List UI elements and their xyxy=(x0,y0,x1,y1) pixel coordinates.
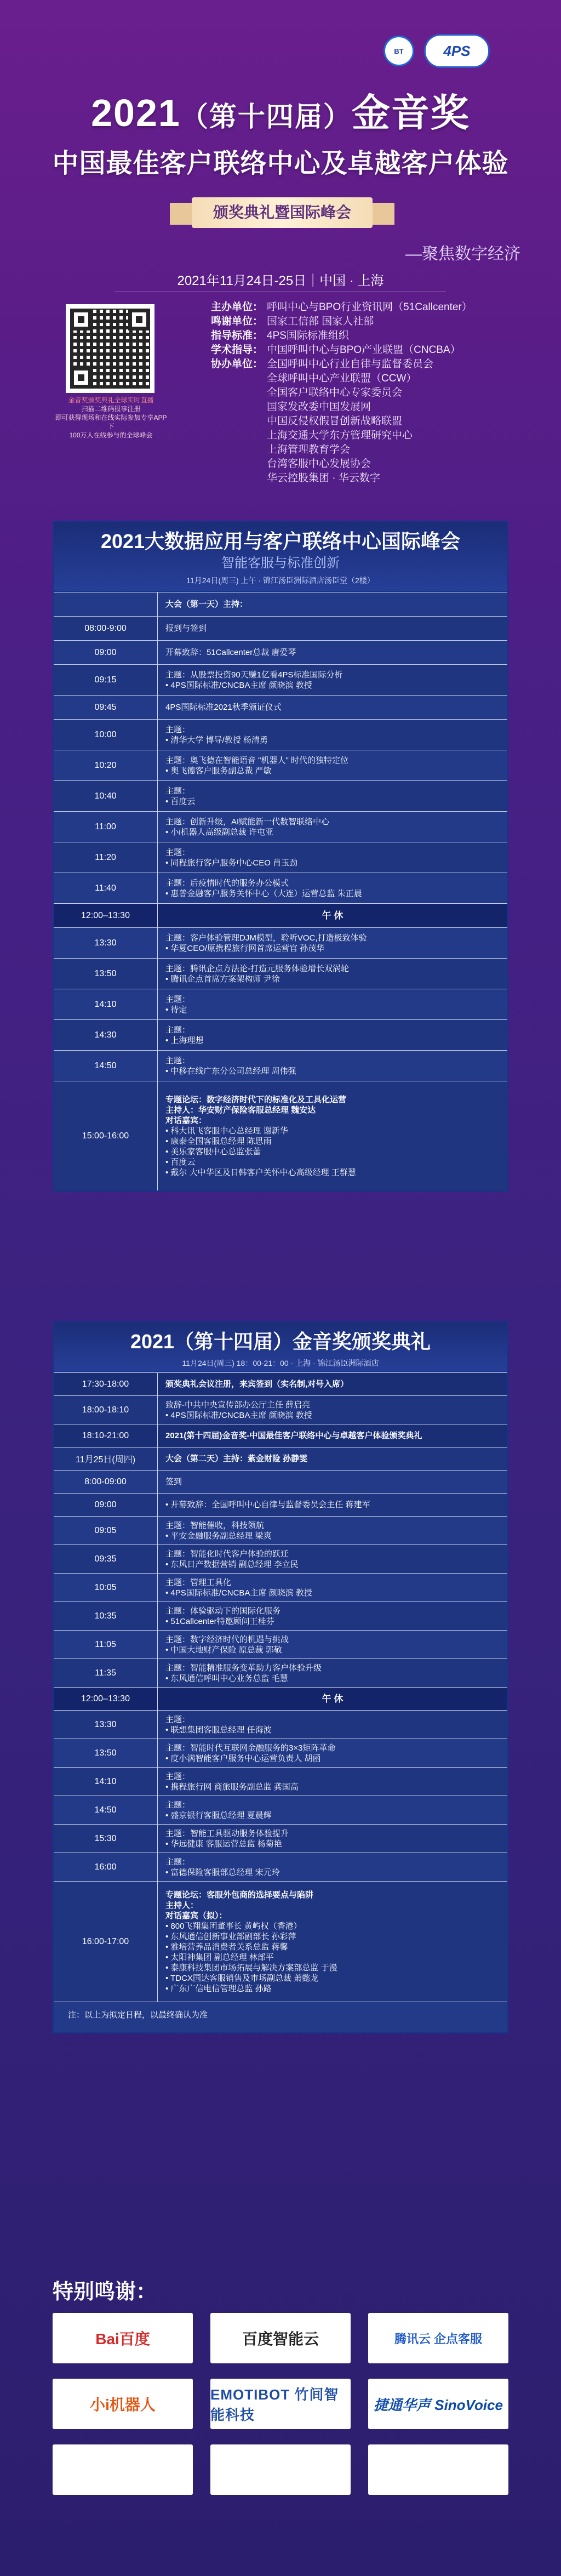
schedule-line: 报到与签到 xyxy=(165,624,207,633)
schedule-row xyxy=(54,780,507,811)
schedule-time: 14:50 xyxy=(54,1051,158,1081)
schedule-time: 17:30-18:00 xyxy=(54,1373,158,1395)
schedule-line: 主题：从股票投资90天赚1亿看4PS标准国际分析 xyxy=(165,670,343,680)
qr-caption: 金音奖颁奖典礼全球实时直播 扫描二维码报事注册 即可获得现场和在线实际参加专享APP下 100万人在线参与的全球峰会 xyxy=(55,396,167,439)
schedule-line: • 平安金融服务副总经理 梁爽 xyxy=(165,1531,272,1541)
schedule-row xyxy=(54,1767,507,1796)
organizer-name: 中国呼叫中心与BPO产业联盟（CNCBA） xyxy=(267,344,461,356)
schedule-content xyxy=(158,641,507,664)
schedule-line: 颁奖典礼会议注册，来宾签到（实名制,对号入席） xyxy=(165,1380,349,1389)
schedule-content xyxy=(158,1882,507,2002)
schedule-line: 主题：智能催收，科技领航 xyxy=(165,1520,265,1530)
schedule-content xyxy=(158,842,507,873)
bt-logo: BT xyxy=(383,37,414,65)
schedule-line: • 康泰全国客服总经理 陈思雨 xyxy=(165,1136,272,1146)
schedule-time: 10:40 xyxy=(54,781,158,811)
schedule-row xyxy=(54,1602,507,1630)
schedule-content xyxy=(158,696,507,719)
schedule-content xyxy=(158,1853,507,1881)
schedule-line: • 美乐家客服中心总监张蕾 xyxy=(165,1147,261,1156)
schedule-content xyxy=(158,1373,507,1395)
schedule-content xyxy=(158,1517,507,1545)
organizer-row xyxy=(211,329,472,343)
forum-header xyxy=(54,522,507,592)
schedule-line: • 百度云 xyxy=(165,1157,196,1167)
schedule-line: 开幕致辞：51Callcenter总裁 唐爱琴 xyxy=(165,648,296,657)
organizer-name: 全国呼叫中心行业自律与监督委员会 xyxy=(267,358,434,370)
schedule-row xyxy=(54,1824,507,1853)
baidu-cloud-logo[interactable]: 百度智能云 xyxy=(210,2313,351,2363)
schedule-time: 15:30 xyxy=(54,1825,158,1853)
schedule-row xyxy=(54,640,507,664)
schedule-line: 主题： xyxy=(165,1800,191,1810)
schedule-time: 15:00-16:00 xyxy=(54,1081,158,1190)
schedule-line: • 4PS国际标准/CNCBA主席 颜晓滨 教授 xyxy=(165,680,312,690)
organizer-name: 华云控股集团 · 华云数字 xyxy=(267,472,380,484)
schedule-line: 大会（第二天）主持：紫金财险 孙静雯 xyxy=(165,1454,308,1463)
schedule-line: • 戴尔 大中华区及日韩客户关怀中心高级经理 王群慧 xyxy=(165,1167,356,1177)
schedule-row xyxy=(54,1710,507,1739)
schedule-line: 主题：体验驱动下的国际化服务 xyxy=(165,1606,281,1616)
schedule-line: • 4PS国际标准/CNCBA主席 颜晓滨 教授 xyxy=(165,1410,312,1420)
schedule-time: 10:35 xyxy=(54,1602,158,1630)
forum-meta: 11月24日(周三) 上午 · 锦江汤臣洲际酒店汤臣堂（2楼） xyxy=(186,576,375,585)
schedule-content xyxy=(158,1739,507,1767)
schedule-content xyxy=(158,1051,507,1081)
schedule-time: 09:05 xyxy=(54,1517,158,1545)
organizer-role: 主办单位： xyxy=(211,301,264,313)
schedule-line: 主题：智能时代互联网金融服务的3×3矩阵革命 xyxy=(165,1743,336,1753)
schedule-content xyxy=(158,665,507,695)
schedule-line: • 中移在线广东分公司总经理 周伟强 xyxy=(165,1066,296,1076)
schedule-line: 主题： xyxy=(165,1857,191,1867)
schedule-time: 09:00 xyxy=(54,641,158,664)
organizer-name: 4PS国际标准组织 xyxy=(267,330,349,341)
organizer-row xyxy=(211,300,472,315)
title-year: 2021 xyxy=(91,92,181,134)
schedule-time: 11:40 xyxy=(54,873,158,903)
lunch-label: 午 休 xyxy=(322,910,344,921)
schedule-time: 12:00–13:30 xyxy=(54,1688,158,1710)
tencent-cloud-logo[interactable]: 腾讯云 企点客服 xyxy=(368,2313,508,2363)
schedule-time: 18:00-18:10 xyxy=(54,1396,158,1424)
lunch-break-row xyxy=(54,903,507,927)
schedule-time: 16:00 xyxy=(54,1853,158,1881)
schedule-row xyxy=(54,1019,507,1050)
organizers-list xyxy=(211,300,472,486)
schedule-time xyxy=(54,592,158,616)
schedule-line: 主题：创新升级，AI赋能新一代数智联络中心 xyxy=(165,817,330,827)
schedule-row xyxy=(54,1050,507,1081)
award-header xyxy=(54,1322,507,1372)
organizer-name: 上海管理教育学会 xyxy=(267,444,351,455)
schedule-line: • 科大讯飞客服中心总经理 谢新华 xyxy=(165,1126,288,1136)
schedule-time: 11:35 xyxy=(54,1659,158,1687)
schedule-content xyxy=(158,1494,507,1516)
schedule-line: • 4PS国际标准/CNCBA主席 颜晓滨 教授 xyxy=(165,1588,312,1598)
schedule-row xyxy=(54,1573,507,1602)
schedule-time: 14:30 xyxy=(54,1020,158,1050)
schedule-time: 13:30 xyxy=(54,1711,158,1739)
schedule-line: • 腾讯企点首席方案架构师 尹徐 xyxy=(165,974,280,984)
forum-title: 2021大数据应用与客户联络中心国际峰会 xyxy=(100,530,461,552)
qr-code[interactable] xyxy=(66,304,154,393)
schedule-line: 4PS国际标准2021秋季颁证仪式 xyxy=(165,703,282,712)
schedule-line: • 中国大地财产保险 原总裁 郭敬 xyxy=(165,1645,282,1655)
sponsor-slot[interactable] xyxy=(210,2444,351,2495)
schedule-time: 11:00 xyxy=(54,812,158,842)
schedule-row xyxy=(54,1424,507,1447)
schedule-line: 主题：管理工具化 xyxy=(165,1577,232,1587)
schedule-content xyxy=(158,1574,507,1602)
schedule-line: 主题： xyxy=(165,1714,191,1724)
schedule-line: • 携程旅行网 商旅服务副总监 龚国高 xyxy=(165,1782,299,1792)
schedule-content xyxy=(158,873,507,903)
schedule-line: • 雅培营养品消费者关系总监 蒋馨 xyxy=(165,1942,288,1952)
schedule-row xyxy=(54,1853,507,1881)
schedule-content xyxy=(158,1796,507,1824)
schedule-line: 专题论坛：客服外包商的选择要点与陷阱 xyxy=(165,1890,314,1900)
schedule-time: 09:00 xyxy=(54,1494,158,1516)
title-award: 金音奖 xyxy=(351,92,470,134)
forum-schedule xyxy=(54,592,507,1190)
schedule-line: 主持人： xyxy=(165,1900,199,1910)
organizer-name: 国家发改委中国发展网 xyxy=(267,401,371,413)
organizer-name: 呼叫中心与BPO行业资讯网（51Callcenter） xyxy=(267,301,472,313)
schedule-row xyxy=(54,811,507,842)
schedule-time: 13:50 xyxy=(54,959,158,989)
schedule-row xyxy=(54,616,507,640)
schedule-time: 8:00-09:00 xyxy=(54,1471,158,1493)
schedule-row xyxy=(54,842,507,873)
title-line2: 中国最佳客户联络中心及卓越客户体验 xyxy=(52,149,509,178)
schedule-line: 主题：智能化时代客户体验的跃迁 xyxy=(165,1549,289,1559)
schedule-line: • 百度云 xyxy=(165,796,196,806)
schedule-row xyxy=(54,1493,507,1516)
schedule-line: 主题：腾讯企点方法论-打造元服务体验增长双涡轮 xyxy=(165,964,349,973)
date-place: 2021年11月24日-25日｜中国 · 上海 xyxy=(177,273,384,288)
schedule-line: • 东风日产数据营销 副总经理 李立民 xyxy=(165,1559,299,1569)
schedule-content xyxy=(158,959,507,989)
award-panel xyxy=(53,1321,508,2033)
schedule-line: 主题： xyxy=(165,1056,191,1065)
schedule-time: 14:10 xyxy=(54,989,158,1019)
sponsor-grid xyxy=(53,2313,508,2495)
schedule-line: • 富德保险客服部总经理 宋元玲 xyxy=(165,1867,280,1877)
sponsor-slot[interactable] xyxy=(368,2444,508,2495)
schedule-line: • 华夏CEO/原携程旅行网首席运营官 孙茂华 xyxy=(165,943,325,953)
schedule-line: 主题：奥飞德在智能语音 "机器人" 时代的独特定位 xyxy=(165,755,348,765)
schedule-line: • 待定 xyxy=(165,1005,187,1015)
schedule-content xyxy=(158,1659,507,1687)
schedule-row xyxy=(54,1395,507,1424)
slogan: —聚焦数字经济 xyxy=(405,245,520,263)
schedule-line: • 小i机器人高级副总裁 许屯亚 xyxy=(165,827,273,837)
schedule-line: 主题：智能工具驱动服务体验提升 xyxy=(165,1828,289,1838)
schedule-line: 主题： xyxy=(165,786,191,796)
schedule-line: 大会（第一天）主持： xyxy=(165,600,248,609)
schedule-row xyxy=(54,1545,507,1573)
organizer-role: 鸣谢单位： xyxy=(211,316,264,327)
schedule-line: • 同程旅行客户服务中心CEO 肖玉劲 xyxy=(165,858,298,868)
organizer-row xyxy=(211,343,472,357)
organizer-role: 指导标准： xyxy=(211,330,264,341)
schedule-line: 主题：客户体验管理DJM模型，聆听VOC,打造极致体验 xyxy=(165,933,367,943)
schedule-line: 2021(第十四届)金音奖-中国最佳客户联络中心与卓越客户体验颁奖典礼 xyxy=(165,1431,422,1440)
schedule-content xyxy=(158,1825,507,1853)
schedule-time: 18:10-21:00 xyxy=(54,1424,158,1447)
schedule-row xyxy=(54,873,507,903)
schedule-time: 14:50 xyxy=(54,1796,158,1824)
schedule-line: • 东风通信呼叫中心业务总监 毛慧 xyxy=(165,1673,288,1683)
lunch-break-row xyxy=(54,1687,507,1710)
sponsor-slot[interactable] xyxy=(53,2444,193,2495)
organizer-name: 全国客户联络中心专家委员会 xyxy=(267,387,403,398)
schedule-content xyxy=(158,989,507,1019)
schedule-line: 主题：后疫情时代的服务办公模式 xyxy=(165,878,289,888)
schedule-line: • TDCX国达客服销售及市场副总裁 萧懿龙 xyxy=(165,1973,319,1983)
schedule-content xyxy=(158,1471,507,1493)
emotibot-logo[interactable]: EMOTIBOT 竹间智能科技 xyxy=(210,2379,351,2429)
award-schedule xyxy=(54,1372,507,2002)
schedule-time: 11月25日(周四) xyxy=(54,1447,158,1470)
schedule-line: • 盛京银行客服总经理 夏晨辉 xyxy=(165,1810,272,1820)
organizer-name: 国家工信部 国家人社部 xyxy=(267,316,374,327)
schedule-row xyxy=(54,1796,507,1824)
schedule-line: 致辞-中共中央宣传部办公厅主任 薛启亮 xyxy=(165,1400,311,1410)
schedule-line: • 51Callcenter特邀顾问王桂芬 xyxy=(165,1616,274,1626)
schedule-time: 09:45 xyxy=(54,696,158,719)
schedule-row xyxy=(54,695,507,719)
schedule-line: 对话嘉宾： xyxy=(165,1115,207,1125)
schedule-note: 注：以上为拟定日程，以最终确认为准 xyxy=(54,2002,507,2032)
schedule-content xyxy=(158,1396,507,1424)
schedule-line: • 联想集团客服总经理 任海波 xyxy=(165,1725,272,1735)
schedule-time: 16:00-17:00 xyxy=(54,1882,158,2002)
schedule-line: • 清华大学 博导/教授 杨清勇 xyxy=(165,735,268,745)
schedule-time: 10:20 xyxy=(54,750,158,780)
schedule-line: • 800飞翔集团董事长 黄屿权（香港） xyxy=(165,1921,302,1931)
schedule-content xyxy=(158,781,507,811)
schedule-content xyxy=(158,617,507,640)
schedule-line: 主题： xyxy=(165,1771,191,1781)
schedule-row xyxy=(54,1881,507,2002)
schedule-line: 签到 xyxy=(165,1477,182,1486)
schedule-line: • 华远健康 客服运营总监 杨菊艳 xyxy=(165,1839,282,1849)
organizer-row xyxy=(211,357,472,372)
schedule-row xyxy=(54,1659,507,1687)
schedule-row xyxy=(54,592,507,616)
schedule-row xyxy=(54,958,507,989)
schedule-time: 08:00-9:00 xyxy=(54,617,158,640)
ceremony-ribbon: 颁奖典礼暨国际峰会 xyxy=(192,197,373,228)
forum-panel xyxy=(53,521,508,1192)
schedule-line: 主题：智能精准服务变革助力客户体验升级 xyxy=(165,1663,322,1673)
schedule-content xyxy=(158,1424,507,1447)
thanks-title: 特别鸣谢： xyxy=(53,2281,157,2304)
schedule-content xyxy=(158,1081,507,1190)
schedule-content xyxy=(158,1602,507,1630)
schedule-time: 10:00 xyxy=(54,720,158,750)
schedule-row xyxy=(54,1447,507,1470)
schedule-line: • 太阳神集团 副总经理 林部平 xyxy=(165,1952,274,1962)
sinovoice-logo[interactable]: 捷通华声 SinoVoice xyxy=(368,2379,508,2429)
schedule-row xyxy=(54,1630,507,1659)
award-title: 2021（第十四届）金音奖颁奖典礼 xyxy=(130,1330,431,1353)
schedule-content xyxy=(158,1020,507,1050)
schedule-row xyxy=(54,1470,507,1493)
schedule-line: 主题： xyxy=(165,1025,191,1035)
baidu-logo[interactable]: Bai百度 xyxy=(53,2313,193,2363)
schedule-content xyxy=(158,592,507,616)
organizer-name: 上海交通大学东方管理研究中心 xyxy=(267,430,413,441)
organizer-name: 中国反侵权假冒创新战略联盟 xyxy=(267,415,403,427)
schedule-time: 14:10 xyxy=(54,1768,158,1796)
schedule-line: • 广东广信电信管理总监 孙路 xyxy=(165,1984,272,1993)
schedule-content xyxy=(158,1545,507,1573)
schedule-line: 主题： xyxy=(165,725,191,734)
organizer-row xyxy=(211,315,472,329)
schedule-line: 主题： xyxy=(165,994,191,1004)
organizer-role: 学术指导： xyxy=(211,344,264,356)
schedule-time: 13:50 xyxy=(54,1739,158,1767)
schedule-time: 11:20 xyxy=(54,842,158,873)
organizer-name: 台湾客服中心发展协会 xyxy=(267,458,371,470)
schedule-content xyxy=(158,1631,507,1659)
schedule-time: 09:15 xyxy=(54,665,158,695)
schedule-row xyxy=(54,664,507,695)
schedule-line: • 东风通信创新事业部副部长 孙彩萍 xyxy=(165,1931,296,1941)
schedule-line: • 度小满智能客户服务中心运营负责人 胡函 xyxy=(165,1753,321,1763)
schedule-time: 11:05 xyxy=(54,1631,158,1659)
lunch-label: 午 休 xyxy=(322,1694,344,1704)
award-meta: 11月24日(周三) 18：00-21：00 · 上海 · 锦江汤臣洲际酒店 xyxy=(182,1359,379,1367)
forum-subtitle: 智能客服与标准创新 xyxy=(221,556,340,571)
schedule-row xyxy=(54,989,507,1019)
schedule-row xyxy=(54,719,507,750)
schedule-line: 主题： xyxy=(165,847,191,857)
schedule-content xyxy=(158,928,507,958)
schedule-content xyxy=(158,812,507,842)
schedule-content xyxy=(158,720,507,750)
schedule-row xyxy=(54,1516,507,1545)
schedule-row xyxy=(54,1372,507,1395)
schedule-line: 主题：数字经济时代的机遇与挑战 xyxy=(165,1634,289,1644)
schedule-line: • 奥飞德客户服务副总裁 严敏 xyxy=(165,766,272,776)
hero-title xyxy=(0,82,561,180)
organizer-role: 协办单位： xyxy=(211,358,264,370)
schedule-content xyxy=(158,1447,507,1470)
schedule-time: 10:05 xyxy=(54,1574,158,1602)
schedule-time: 12:00–13:30 xyxy=(54,904,158,927)
schedule-content xyxy=(158,1711,507,1739)
schedule-time: 09:35 xyxy=(54,1545,158,1573)
schedule-time: 13:30 xyxy=(54,928,158,958)
schedule-line: • 惠普金融客户服务关怀中心（大连）运营总监 朱正晨 xyxy=(165,888,362,898)
schedule-row xyxy=(54,1081,507,1190)
schedule-content xyxy=(158,750,507,780)
schedule-line: 主持人：华安财产保险客服总经理 魏安达 xyxy=(165,1105,316,1115)
schedule-line: • 泰康科技集团市场拓展与解决方案部总监 于漫 xyxy=(165,1963,337,1973)
schedule-line: • 开幕致辞：全国呼叫中心自律与监督委员会主任 蒋建军 xyxy=(165,1500,370,1509)
schedule-line: 专题论坛：数字经济时代下的标准化及工具化运营 xyxy=(165,1095,347,1104)
schedule-line: • 上海理想 xyxy=(165,1035,204,1045)
organizer-name: 全球呼叫中心产业联盟（CCW） xyxy=(267,373,417,384)
4ps-logo: 4PS xyxy=(424,34,490,68)
schedule-content xyxy=(158,1768,507,1796)
schedule-row xyxy=(54,750,507,780)
xiaoi-logo[interactable]: 小i机器人 xyxy=(53,2379,193,2429)
schedule-line: 对话嘉宾（拟）： xyxy=(165,1911,227,1920)
schedule-row xyxy=(54,927,507,958)
schedule-row xyxy=(54,1739,507,1767)
top-logos xyxy=(383,34,490,68)
title-edition: （第十四届） xyxy=(180,101,352,132)
